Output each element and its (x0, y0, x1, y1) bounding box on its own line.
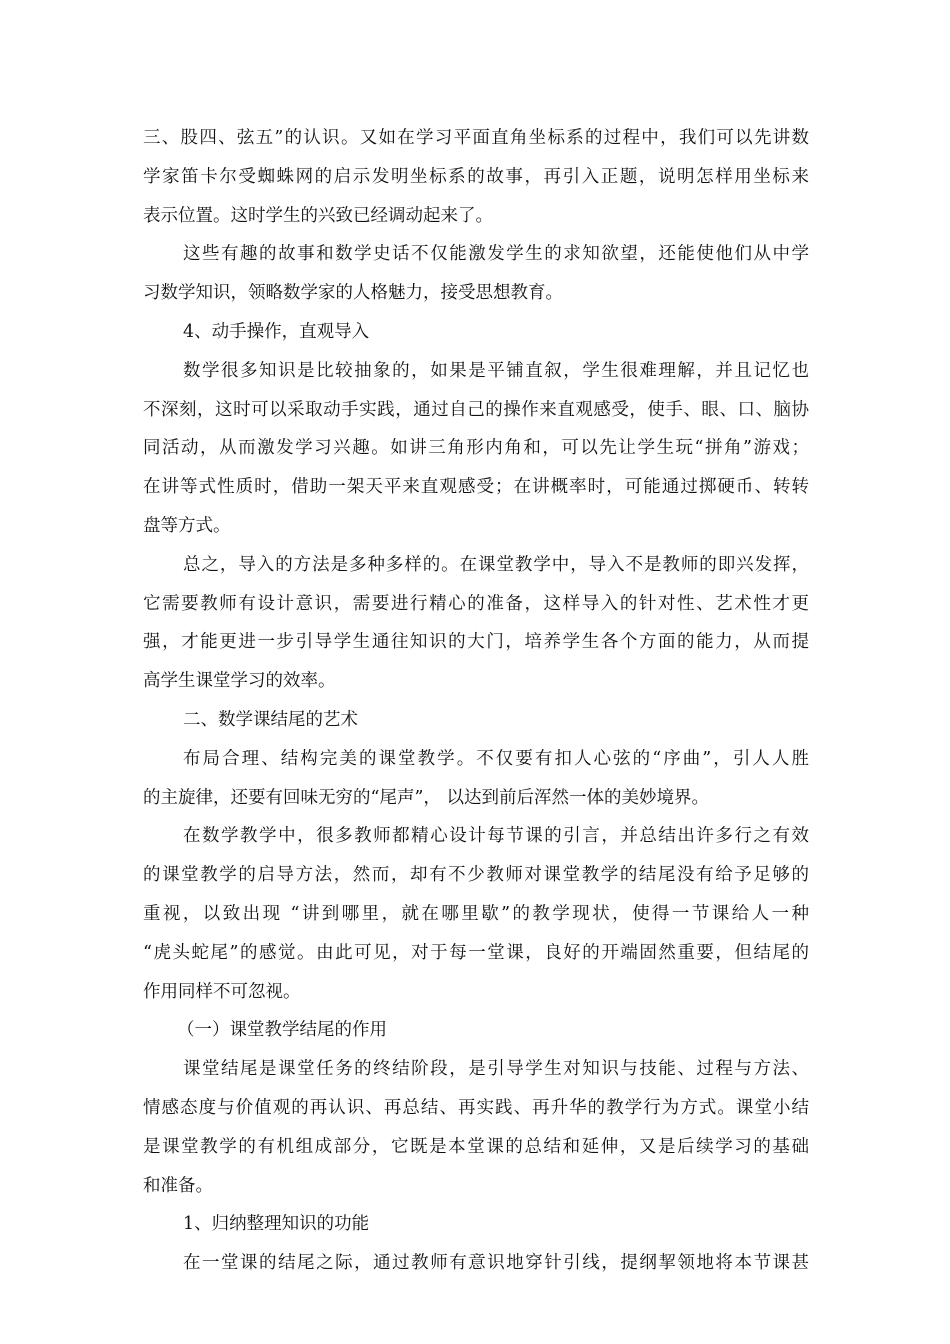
text-line: 作用同样不可忽视。 (143, 981, 301, 1002)
text-line: 重视，以致出现 “讲到哪里，就在哪里歇”的教学现状，使得一节课给人一种 (143, 903, 809, 924)
text-line: 在数学教学中，很多教师都精心设计每节课的引言，并总结出许多行之有效 (183, 826, 809, 847)
document-body (143, 119, 809, 1283)
text-line: 是课堂教学的有机组成部分，它既是本堂课的总结和延伸，又是后续学习的基础 (143, 1136, 809, 1157)
text-line: 这些有趣的故事和数学史话不仅能激发学生的求知欲望，还能使他们从中学 (183, 244, 809, 265)
text-line: 情感态度与价值观的再认识、再总结、再实践、再升华的教学行为方式。课堂小结 (143, 1097, 809, 1118)
text-line: “虎头蛇尾”的感觉。由此可见，对于每一堂课，良好的开端固然重要，但结尾的 (143, 942, 809, 963)
text-line: 在讲等式性质时，借助一架天平来直观感受；在讲概率时，可能通过掷硬币、转转 (143, 477, 809, 498)
text-line: 数学很多知识是比较抽象的，如果是平铺直叙，学生很难理解，并且记忆也 (183, 360, 809, 381)
text-line: 习数学知识，领略数学家的人格魅力，接受思想教育。 (143, 283, 563, 304)
text-line: 表示位置。这时学生的兴致已经调动起来了。 (143, 205, 493, 226)
text-line: 课堂结尾是课堂任务的终结阶段，是引导学生对知识与技能、过程与方法、 (183, 1059, 809, 1080)
text-line: 布局合理、结构完美的课堂教学。不仅要有扣人心弦的“序曲”，引人人胜 (183, 748, 809, 769)
text-line: 盘等方式。 (143, 515, 231, 536)
text-line: 1、归纳整理知识的功能 (183, 1214, 370, 1235)
text-line: 强，才能更进一步引导学生通往知识的大门，培养学生各个方面的能力，从而提 (143, 632, 809, 653)
text-line: 高学生课堂学习的效率。 (143, 671, 336, 692)
text-line: 同活动，从而激发学习兴趣。如讲三角形内角和，可以先让学生玩“拼角”游戏； (143, 438, 809, 459)
text-line: 总之，导入的方法是多种多样的。在课堂教学中，导入不是教师的即兴发挥， (183, 554, 809, 575)
text-line: 它需要教师有设计意识，需要进行精心的准备，这样导入的针对性、艺术性才更 (143, 593, 809, 614)
text-line: 学家笛卡尔受蜘蛛网的启示发明坐标系的故事，再引入正题，说明怎样用坐标来 (143, 166, 809, 187)
text-line: 三、股四、弦五”的认识。又如在学习平面直角坐标系的过程中，我们可以先讲数 (143, 128, 809, 148)
text-line: 的课堂教学的启导方法，然而，却有不少教师对课堂教学的结尾没有给予足够的 (143, 865, 809, 886)
text-line: 4、动手操作，直观导入 (183, 321, 370, 342)
text-line: （一）课堂教学结尾的作用 (177, 1020, 387, 1041)
text-line: 不深刻，这时可以采取动手实践，通过自己的操作来直观感受，使手、眼、口、脑协 (143, 399, 809, 420)
text-line: 和准备。 (143, 1175, 213, 1196)
text-line: 的主旋律，还要有回味无穷的“尾声”， 以达到前后浑然一体的美妙境界。 (143, 787, 709, 808)
text-line: 二、数学课结尾的艺术 (183, 709, 358, 730)
text-line: 在一堂课的结尾之际，通过教师有意识地穿针引线，提纲挈领地将本节课甚 (183, 1253, 809, 1274)
